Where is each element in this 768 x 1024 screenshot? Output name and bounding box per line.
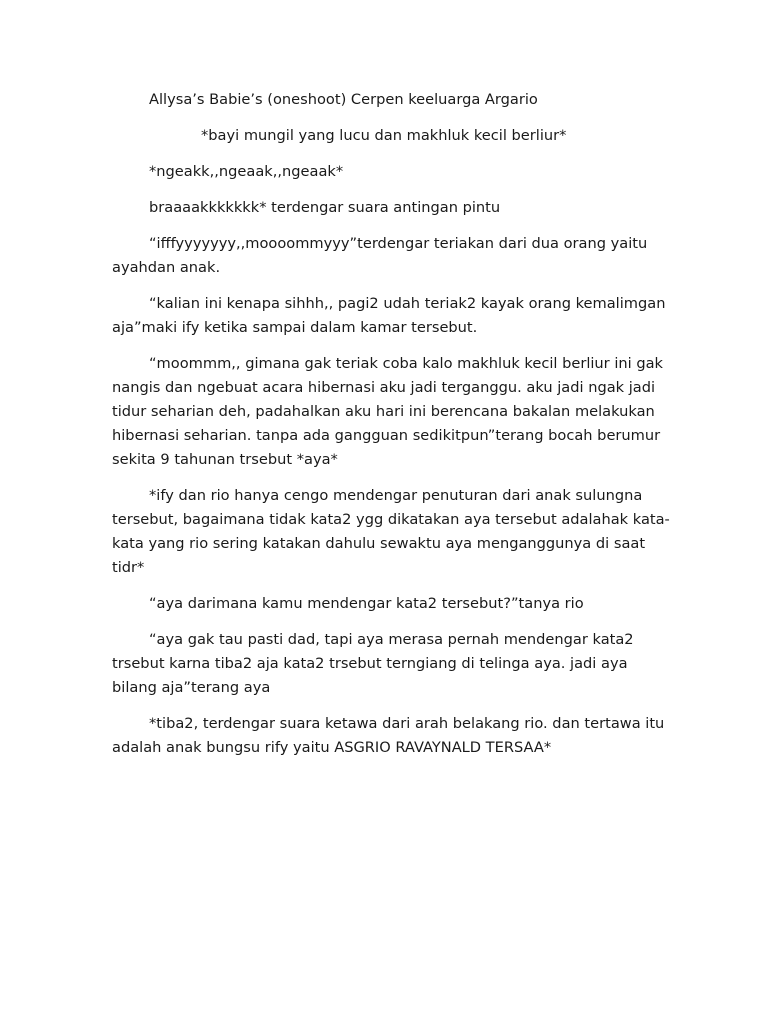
paragraph: “aya darimana kamu mendengar kata2 tersebut?”tanya rio [149,595,584,612]
paragraph: “moommm,, gimana gak teriak coba kalo makhluk kecil berliur ini gak nangis dan ngebuat acara hibernasi aku jadi terganggu. aku jadi ngak jadi tidur seharian deh, padahalkan aku hari ini berencana bakalan melakukan hibernasi seharian. tanpa ada gangguan sedikitpun”terang bocah berumur sekita 9 tahunan trsebut *aya* [112,355,663,468]
story-title: Allysa’s Babie’s (oneshoot) Cerpen keeluarga Argario [149,91,538,108]
paragraph: *ngeakk,,ngeaak,,ngeaak* [149,163,344,180]
document-body [112,88,672,772]
paragraph: *ify dan rio hanya cengo mendengar penuturan dari anak sulungna tersebut, bagaimana tidak kata2 ygg dikatakan aya tersebut adalahak kata-kata yang rio sering katakan dahulu sewaktu aya menganggunya di saat tidr* [112,487,670,576]
paragraph: *tiba2, terdengar suara ketawa dari arah belakang rio. dan tertawa itu adalah anak bungsu rify yaitu ASGRIO RAVAYNALD TERSAA* [112,715,665,756]
paragraph: “ifffyyyyyyy,,moooommyyy”terdengar teriakan dari dua orang yaitu ayahdan anak. [112,235,648,276]
paragraph: “kalian ini kenapa sihhh,, pagi2 udah teriak2 kayak orang kemalimgan aja”maki ify ketika sampai dalam kamar tersebut. [112,295,666,336]
paragraph: braaaakkkkkkk* terdengar suara antingan pintu [149,199,501,216]
paragraph: “aya gak tau pasti dad, tapi aya merasa pernah mendengar kata2 trsebut karna tiba2 aja kata2 trsebut terngiang di telinga aya. jadi aya bilang aja”terang aya [112,631,634,696]
story-subtitle: *bayi mungil yang lucu dan makhluk kecil berliur* [201,127,567,144]
